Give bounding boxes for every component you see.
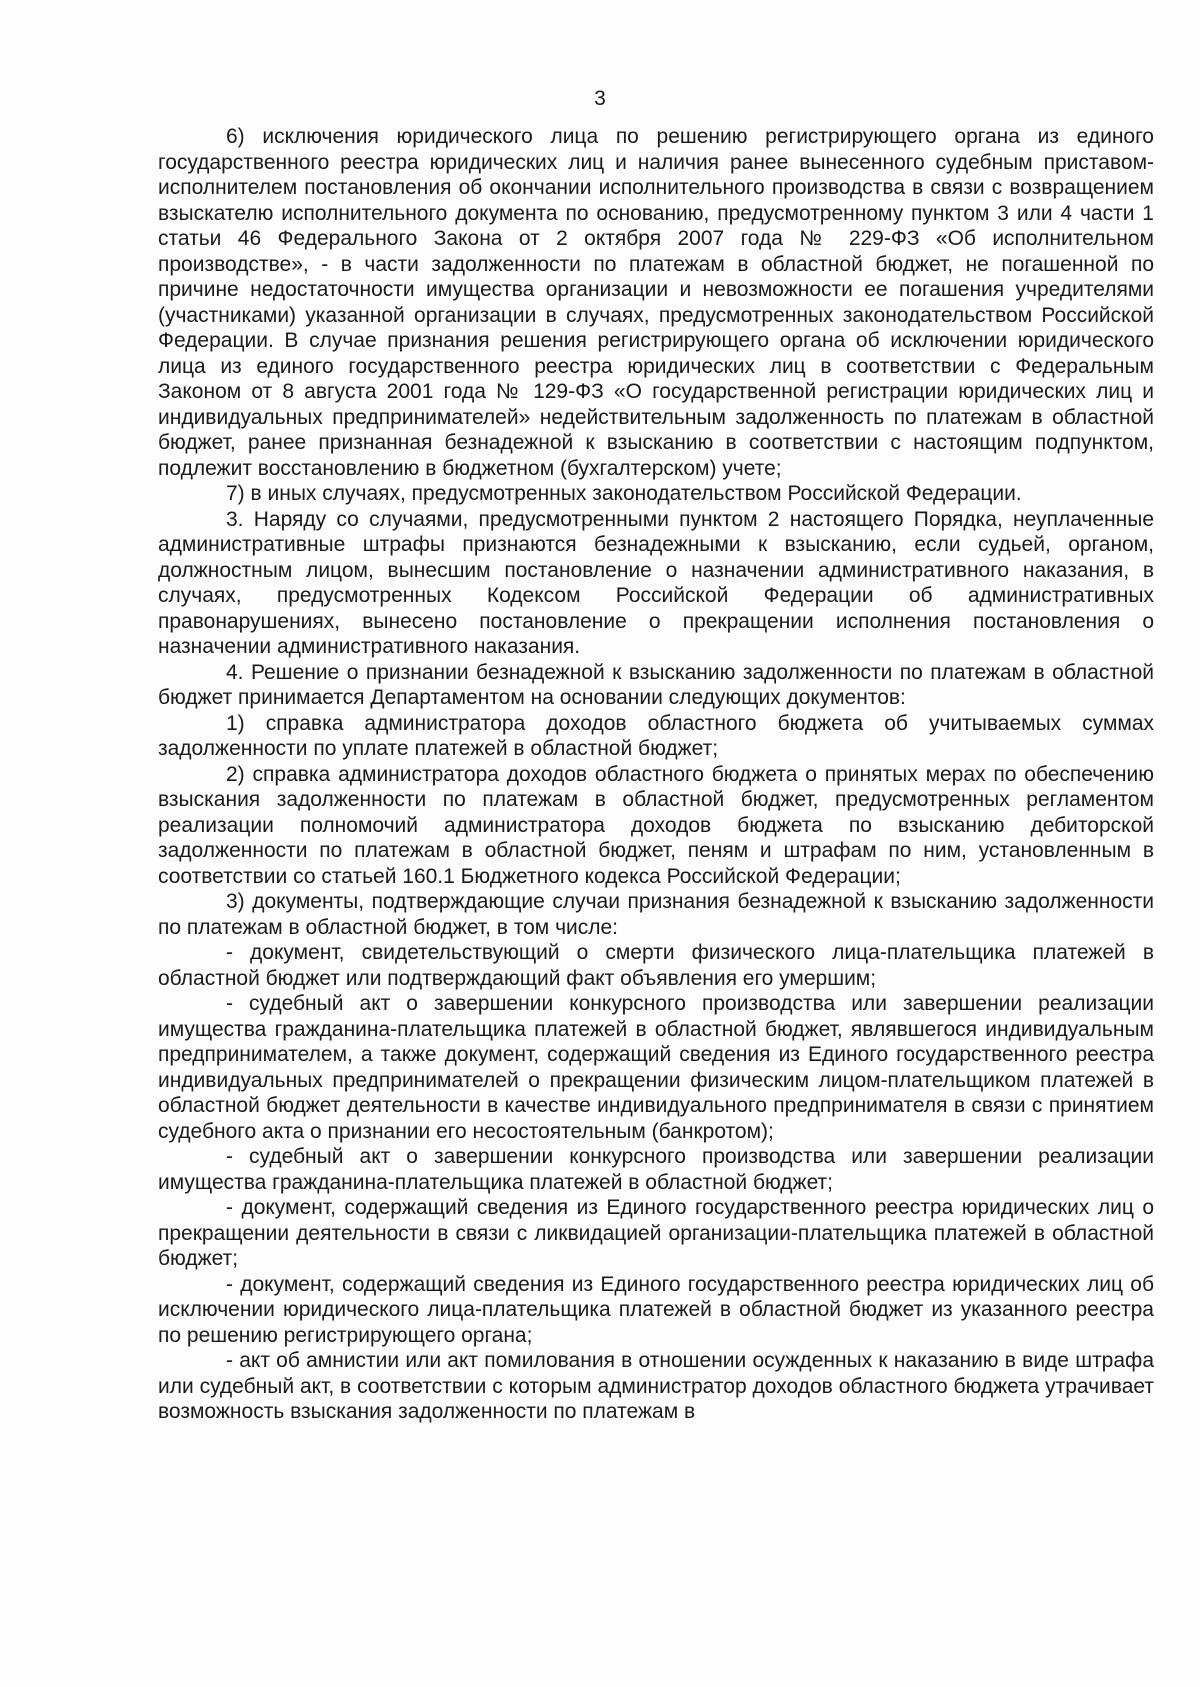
paragraph-document-2: 2) справка администратора доходов областного бюджета о принятых мерах по обеспечению взыскания задолженности по платежам в областной бюджет, предусмотренных регламентом реализации полномочий администратора доходов бюджета по взысканию дебиторской задолженности по платежам в областной бюджет, пеням и штрафам по ним, установленным в соответствии со статьей 160.1 Бюджетного кодекса Российской Федерации; <box>158 762 1154 888</box>
list-item-liquidation: - документ, содержащий сведения из Единого государственного реестра юридических лиц о прекращении деятельности в связи с ликвидацией организации-плательщика платежей в областной бюджет; <box>158 1196 1154 1270</box>
list-item-bankruptcy-entrepreneur: - судебный акт о завершении конкурсного производства или завершении реализации имущества гражданина-плательщика платежей в областной бюджет, являвшегося индивидуальным предпринимателем, а также документ, содержащий сведения из Единого государственного реестра индивидуальных предпринимателей о прекращении физическим лицом-плательщиком платежей в областной бюджет деятельности в качестве индивидуального предпринимателя в связи с принятием судебного акта о признании его несостоятельным (банкротом); <box>158 992 1154 1143</box>
document-body <box>158 124 1154 1425</box>
paragraph-subitem-6: 6) исключения юридического лица по решению регистрирующего органа из единого государственного реестра юридических лиц и наличия ранее вынесенного судебным приставом-исполнителем постановления об окончании исполнительного производства в связи с возвращением взыскателю исполнительного документа по основанию, предусмотренному пунктом 3 или 4 части 1 статьи 46 Федерального Закона от 2 октября 2007 года № 229-ФЗ «Об исполнительном производстве», - в части задолженности по платежам в областной бюджет, не погашенной по причине недостаточности имущества организации и невозможности ее погашения учредителями (участниками) указанной организации в случаях, предусмотренных законодательством Российской Федерации. В случае признания решения регистрирующего органа об исключении юридического лица из единого государственного реестра юридических лиц в соответствии с Федеральным Законом от 8 августа 2001 года № 129-ФЗ «О государственной регистрации юридических лиц и индивидуальных предпринимателей» недействительным задолженность по платежам в областной бюджет, ранее признанная безнадежной к взысканию в соответствии с настоящим подпунктом, подлежит восстановлению в бюджетном (бухгалтерском) учете; <box>158 125 1154 480</box>
paragraph-document-3: 3) документы, подтверждающие случаи признания безнадежной к взысканию задолженности по платежам в областной бюджет, в том числе: <box>158 890 1154 939</box>
list-item-exclusion-from-register: - документ, содержащий сведения из Единого государственного реестра юридических лиц об исключении юридического лица-плательщика платежей в областной бюджет из указанного реестра по решению регистрирующего органа; <box>158 1272 1154 1347</box>
paragraph-document-1: 1) справка администратора доходов областного бюджета об учитываемых суммах задолженности по уплате платежей в областной бюджет; <box>158 711 1154 760</box>
list-item-amnesty-act: - акт об амнистии или акт помилования в отношении осужденных к наказанию в виде штрафа или судебный акт, в соответствии с которым администратор доходов областного бюджета утрачивает возможность взыскания задолженности по платежам в <box>158 1349 1154 1423</box>
list-item-death-document: - документ, свидетельствующий о смерти физического лица-плательщика платежей в областной бюджет или подтверждающий факт объявления его умершим; <box>158 941 1154 990</box>
paragraph-subitem-7: 7) в иных случаях, предусмотренных законодательством Российской Федерации. <box>226 482 1022 505</box>
paragraph-clause-4: 4. Решение о признании безнадежной к взысканию задолженности по платежам в областной бюджет принимается Департаментом на основании следующих документов: <box>158 660 1154 709</box>
list-item-bankruptcy-citizen: - судебный акт о завершении конкурсного производства или завершении реализации имущества гражданина-плательщика платежей в областной бюджет; <box>158 1145 1154 1194</box>
page-number: 3 <box>594 87 606 110</box>
paragraph-clause-3: 3. Наряду со случаями, предусмотренными пунктом 2 настоящего Порядка, неуплаченные административные штрафы признаются безнадежными к взысканию, если судьей, органом, должностным лицом, вынесшим постановление о назначении административного наказания, в случаях, предусмотренных Кодексом Российской Федерации об административных правонарушениях, вынесено постановление о прекращении исполнения постановления о назначении административного наказания. <box>158 507 1154 658</box>
